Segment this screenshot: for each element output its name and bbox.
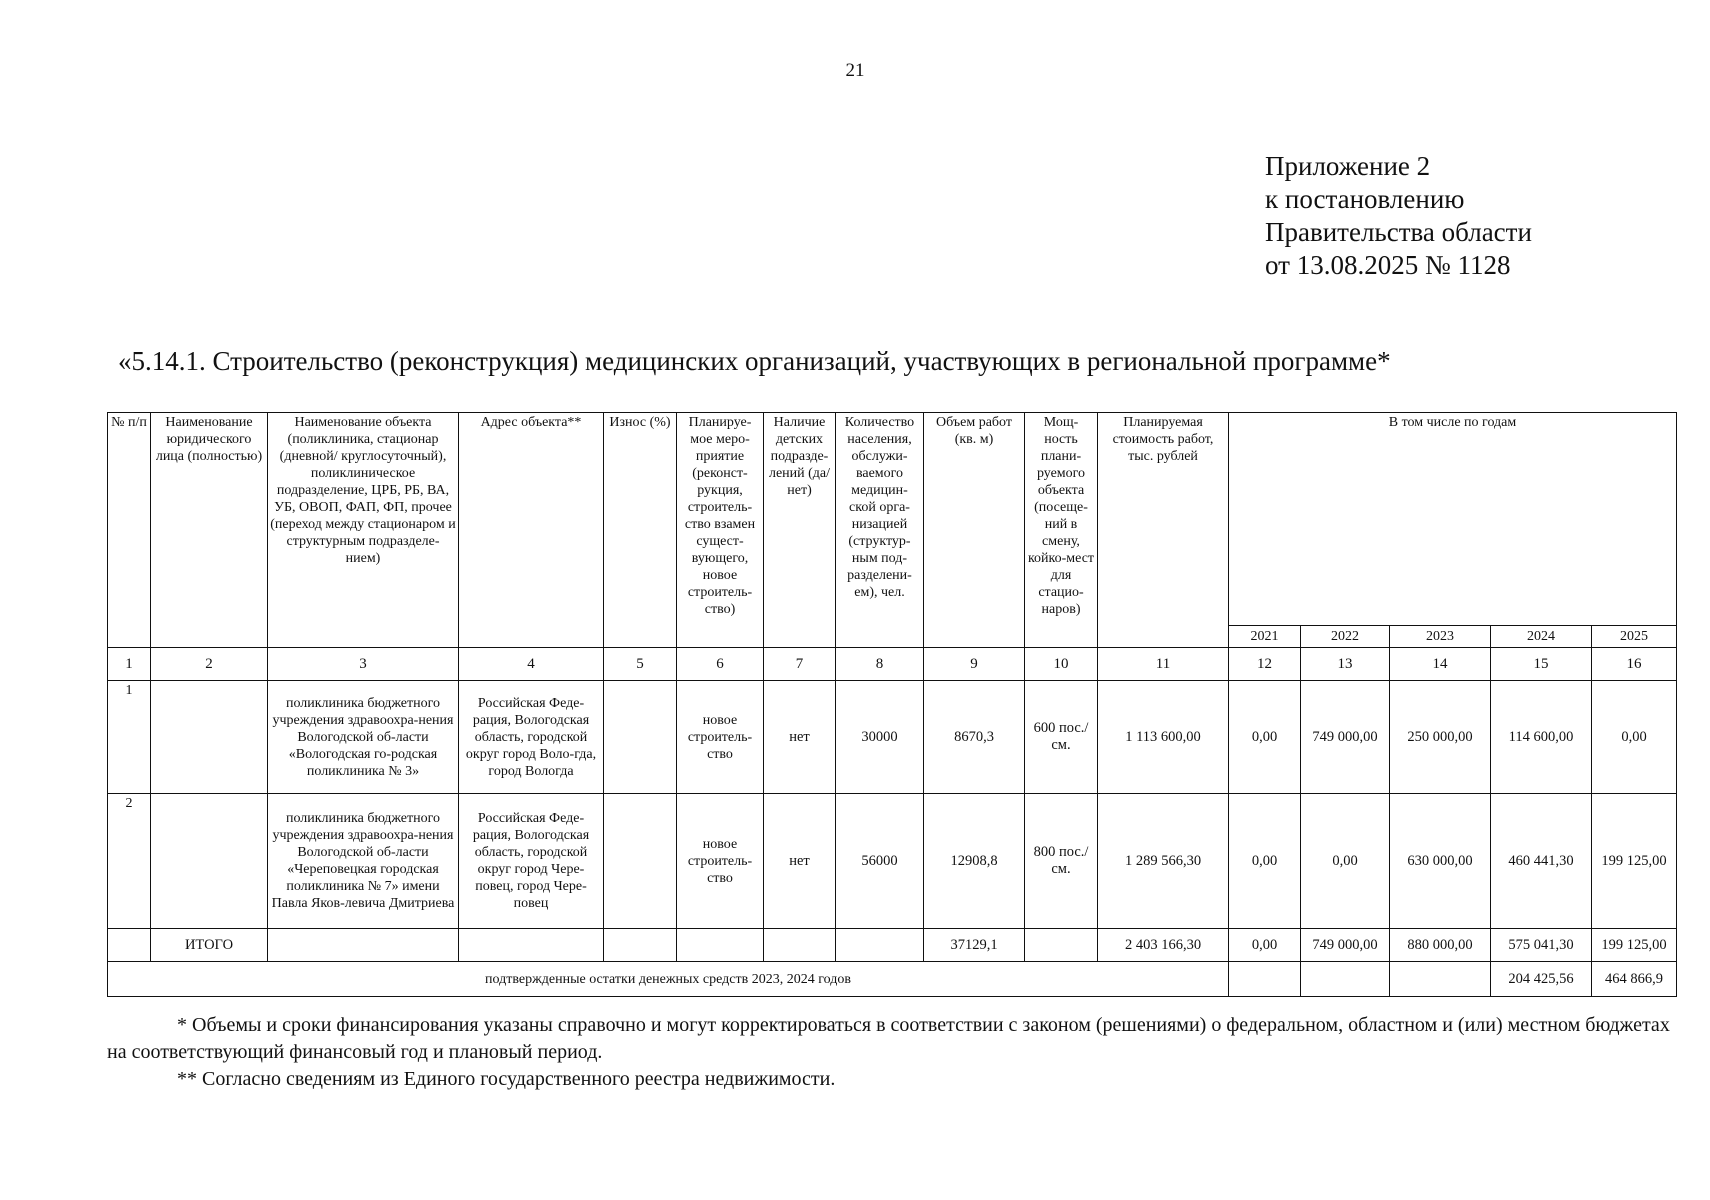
header-row bbox=[108, 413, 1677, 626]
header-object: Наименование объекта (поликлиника, стационар (дневной/ круглосуточный), поликлиническое подразделение, ЦРБ, РБ, ВА, УБ, ОВОП, ФАП, ФП, прочее (переход между стационаром и структурным подразделе-нием) bbox=[268, 413, 459, 648]
row-2021: 0,00 bbox=[1229, 681, 1301, 794]
column-number: 12 bbox=[1229, 648, 1301, 681]
header-capacity: Мощ-ность плани-руемого объекта (посеще-ний в смену, койко-мест для стацио-наров) bbox=[1025, 413, 1098, 648]
row-cost: 1 289 566,30 bbox=[1098, 794, 1229, 929]
header-year-2021: 2021 bbox=[1229, 626, 1301, 648]
row-population: 30000 bbox=[836, 681, 924, 794]
row-address: Российская Феде-рация, Вологодская область, городской округ город Чере-повец, город Чере-повец bbox=[459, 794, 604, 929]
appendix-line-2: к постановлению bbox=[1265, 184, 1465, 214]
column-number: 5 bbox=[604, 648, 677, 681]
total-area: 37129,1 bbox=[924, 929, 1025, 962]
header-population: Количество населения, обслужи-ваемого медицин-ской орга-низацией (структур-ным под-разделени-ем), чел. bbox=[836, 413, 924, 648]
row-population: 56000 bbox=[836, 794, 924, 929]
total-label: ИТОГО bbox=[151, 929, 268, 962]
column-number: 11 bbox=[1098, 648, 1229, 681]
row-capacity: 600 пос./ см. bbox=[1025, 681, 1098, 794]
header-wear: Износ (%) bbox=[604, 413, 677, 648]
header-area: Объем работ (кв. м) bbox=[924, 413, 1025, 648]
footnotes bbox=[107, 1012, 1676, 1093]
appendix-line-1: Приложение 2 bbox=[1265, 151, 1431, 181]
page-number: 21 bbox=[845, 60, 865, 81]
row-2022: 749 000,00 bbox=[1301, 681, 1390, 794]
header-activity: Планируе-мое меро-приятие (реконст-рукция, строитель-ство взамен сущест-вующего, новое строитель-ство) bbox=[677, 413, 764, 648]
column-number: 13 bbox=[1301, 648, 1390, 681]
row-object: поликлиника бюджетного учреждения здравоохра-нения Вологодской об-ласти «Вологодская го-родская поликлиника № 3» bbox=[268, 681, 459, 794]
row-wear bbox=[604, 681, 677, 794]
total-empty bbox=[677, 929, 764, 962]
balance-empty bbox=[1229, 962, 1301, 997]
total-2021: 0,00 bbox=[1229, 929, 1301, 962]
row-2024: 460 441,30 bbox=[1491, 794, 1592, 929]
row-cost: 1 113 600,00 bbox=[1098, 681, 1229, 794]
header-num: № п/п bbox=[108, 413, 151, 648]
column-numbers-row bbox=[108, 648, 1677, 681]
row-2023: 250 000,00 bbox=[1390, 681, 1491, 794]
column-number: 4 bbox=[459, 648, 604, 681]
total-2022: 749 000,00 bbox=[1301, 929, 1390, 962]
column-number: 8 bbox=[836, 648, 924, 681]
appendix-line-4: от 13.08.2025 № 1128 bbox=[1265, 250, 1511, 280]
row-num: 1 bbox=[108, 681, 151, 794]
row-2023: 630 000,00 bbox=[1390, 794, 1491, 929]
header-year-2023: 2023 bbox=[1390, 626, 1491, 648]
footnote-1: * Объемы и сроки финансирования указаны справочно и могут корректироваться в соответствии с законом (решениями) о федеральном, областном и (или) местном бюджетах на соответствующий финансовый год и плановый период. bbox=[107, 1014, 1670, 1063]
column-number: 9 bbox=[924, 648, 1025, 681]
column-number: 7 bbox=[764, 648, 836, 681]
row-address: Российская Феде-рация, Вологодская область, городской округ город Воло-гда, город Вологда bbox=[459, 681, 604, 794]
row-legal-entity bbox=[151, 681, 268, 794]
row-capacity: 800 пос./ см. bbox=[1025, 794, 1098, 929]
column-number: 10 bbox=[1025, 648, 1098, 681]
column-number: 3 bbox=[268, 648, 459, 681]
row-2024: 114 600,00 bbox=[1491, 681, 1592, 794]
total-empty bbox=[459, 929, 604, 962]
row-area: 8670,3 bbox=[924, 681, 1025, 794]
total-empty bbox=[108, 929, 151, 962]
total-empty bbox=[1025, 929, 1098, 962]
appendix-block bbox=[1265, 150, 1532, 282]
row-children: нет bbox=[764, 681, 836, 794]
column-number: 16 bbox=[1592, 648, 1677, 681]
total-empty bbox=[604, 929, 677, 962]
header-cost: Планируемая стоимость работ, тыс. рублей bbox=[1098, 413, 1229, 648]
total-empty bbox=[764, 929, 836, 962]
footnote-2: ** Согласно сведениям из Единого государственного реестра недвижимости. bbox=[177, 1068, 836, 1090]
row-activity: новое строитель-ство bbox=[677, 681, 764, 794]
row-2022: 0,00 bbox=[1301, 794, 1390, 929]
column-number: 14 bbox=[1390, 648, 1491, 681]
column-number: 2 bbox=[151, 648, 268, 681]
balance-empty bbox=[1301, 962, 1390, 997]
header-years-group: В том числе по годам bbox=[1229, 413, 1677, 626]
row-wear bbox=[604, 794, 677, 929]
table-row bbox=[108, 794, 1677, 929]
balance-label: подтвержденные остатки денежных средств 2023, 2024 годов bbox=[108, 962, 1229, 997]
total-row bbox=[108, 929, 1677, 962]
appendix-line-3: Правительства области bbox=[1265, 217, 1532, 247]
column-number: 6 bbox=[677, 648, 764, 681]
total-empty bbox=[836, 929, 924, 962]
column-number: 15 bbox=[1491, 648, 1592, 681]
row-2025: 0,00 bbox=[1592, 681, 1677, 794]
total-2024: 575 041,30 bbox=[1491, 929, 1592, 962]
construction-table bbox=[107, 412, 1677, 997]
header-year-2025: 2025 bbox=[1592, 626, 1677, 648]
row-children: нет bbox=[764, 794, 836, 929]
balance-empty bbox=[1390, 962, 1491, 997]
header-children: Наличие детских подразде-лений (да/ нет) bbox=[764, 413, 836, 648]
total-2025: 199 125,00 bbox=[1592, 929, 1677, 962]
row-area: 12908,8 bbox=[924, 794, 1025, 929]
row-object: поликлиника бюджетного учреждения здравоохра-нения Вологодской об-ласти «Череповецкая городская поликлиника № 7» имени Павла Яков-левича Дмитриева bbox=[268, 794, 459, 929]
balance-2024: 204 425,56 bbox=[1491, 962, 1592, 997]
row-2021: 0,00 bbox=[1229, 794, 1301, 929]
row-legal-entity bbox=[151, 794, 268, 929]
table-row bbox=[108, 681, 1677, 794]
balance-row bbox=[108, 962, 1677, 997]
balance-2025: 464 866,9 bbox=[1592, 962, 1677, 997]
header-year-2022: 2022 bbox=[1301, 626, 1390, 648]
total-empty bbox=[268, 929, 459, 962]
column-number: 1 bbox=[108, 648, 151, 681]
total-cost: 2 403 166,30 bbox=[1098, 929, 1229, 962]
row-num: 2 bbox=[108, 794, 151, 929]
row-activity: новое строитель-ство bbox=[677, 794, 764, 929]
row-2025: 199 125,00 bbox=[1592, 794, 1677, 929]
header-year-2024: 2024 bbox=[1491, 626, 1592, 648]
header-address: Адрес объекта** bbox=[459, 413, 604, 648]
header-legal-entity: Наименование юридического лица (полностью) bbox=[151, 413, 268, 648]
document-title: «5.14.1. Строительство (реконструкция) медицинских организаций, участвующих в региональной программе* bbox=[118, 346, 1391, 376]
total-2023: 880 000,00 bbox=[1390, 929, 1491, 962]
